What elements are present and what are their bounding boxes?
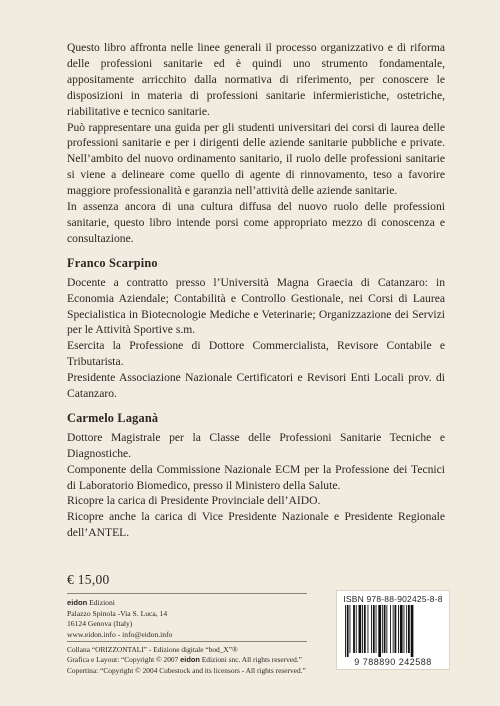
barcode-bars-icon [343,605,443,657]
author-bio-line: Dottore Magistrale per la Classe delle Professioni Sanitarie Tecniche e Diagnostiche. [67,430,445,460]
author-bio-line: Componente della Commissione Nazionale ECM per la Professione dei Tecnici di Laboratorio Biomedico, presso il Ministero della Salute. [67,462,445,492]
isbn-number: ISBN 978-88-902425-8-8 [343,594,443,604]
price: € 15,00 [67,572,110,587]
author-bio-line: Ricopre la carica di Presidente Provinciale dell’AIDO. [67,494,321,508]
author-name-scarpino: Franco Scarpino [67,255,158,270]
author-bio-line: Ricopre anche la carica di Vice Presidente Nazionale e Presidente Regionale dell’ANTEL. [67,510,445,540]
colophon-graphics [67,655,306,665]
colophon-brand: eidon [180,655,200,665]
divider [67,641,307,642]
intro-paragraph-1: Questo libro affronta nelle linee generali il processo organizzativo e di riforma delle professioni sanitarie ed è quindi uno strumento fondamentale, appositamente arricchito dalla normativa di riferimento, per conoscere le disposizioni in materia di professioni sanitarie infermieristiche, ostetriche, riabilitative e tecnico sanitarie. [67,41,445,118]
barcode-digits: 9 788890 242588 [354,657,432,667]
intro-paragraph-2: Può rappresentare una guida per gli studenti universitari dei corsi di laurea delle professioni sanitarie e per i dirigenti delle aziende sanitarie pubbliche e private. Nell’ambito del nuovo ordinamento sanitario, il ruolo delle professioni sanitarie si viene a delineare come quello di agente di rinnovamento, teso a favorire maggiore professionalità e garanzia nell’attività delle aziende sanitarie. [67,120,445,198]
isbn-barcode [336,590,450,670]
divider [67,593,307,594]
back-cover-text [67,40,445,541]
author-name-lagana: Carmelo Laganà [67,410,159,425]
publisher-info [67,598,172,640]
colophon-graphics-pre: Grafica e Layout: “Copyright © 2007 [67,655,181,665]
intro-paragraph-3: In assenza ancora di una cultura diffusa del nuovo ruolo delle professioni sanitarie, questo libro intende porsi come appropriato mezzo di conoscenza e consultazione. [67,200,445,245]
publisher-address: Palazzo Spinola -Via S. Luca, 14 [67,608,168,618]
publisher-logo-text: eidon [67,598,88,607]
colophon-series: Collana “ORIZZONTALI” - Edizione digitale “bod_X”® [67,645,238,654]
publisher-web: www.eidon.info - info@eidon.info [67,629,173,639]
colophon-graphics-post: Edizioni snc. All rights reserved.” [199,655,302,665]
colophon-cover: Copertina: “Copyright © 2004 Cubestock and its licensors - All rights reserved.” [67,665,306,675]
publisher-name [67,598,172,609]
colophon [67,645,306,676]
publisher-suffix: Edizioni [87,598,115,607]
author-bio-line: Esercita la Professione di Dottore Commercialista, Revisore Contabile e Tributarista. [67,339,445,369]
publisher-city: 16124 Genova (Italy) [67,619,133,629]
author-bio-line: Presidente Associazione Nazionale Certificatori e Revisori Enti Locali prov. di Catanzaro. [67,371,445,401]
author-bio-line: Docente a contratto presso l’Università Magna Graecia di Catanzaro: in Economia Aziendale; Contabilità e Controllo Gestionale, nei Corsi di Laurea Specialistica in Biotecnologie Mediche e Veterinarie; Organizzazione dei Servizi per le Attività Sportive s.m. [67,275,445,337]
